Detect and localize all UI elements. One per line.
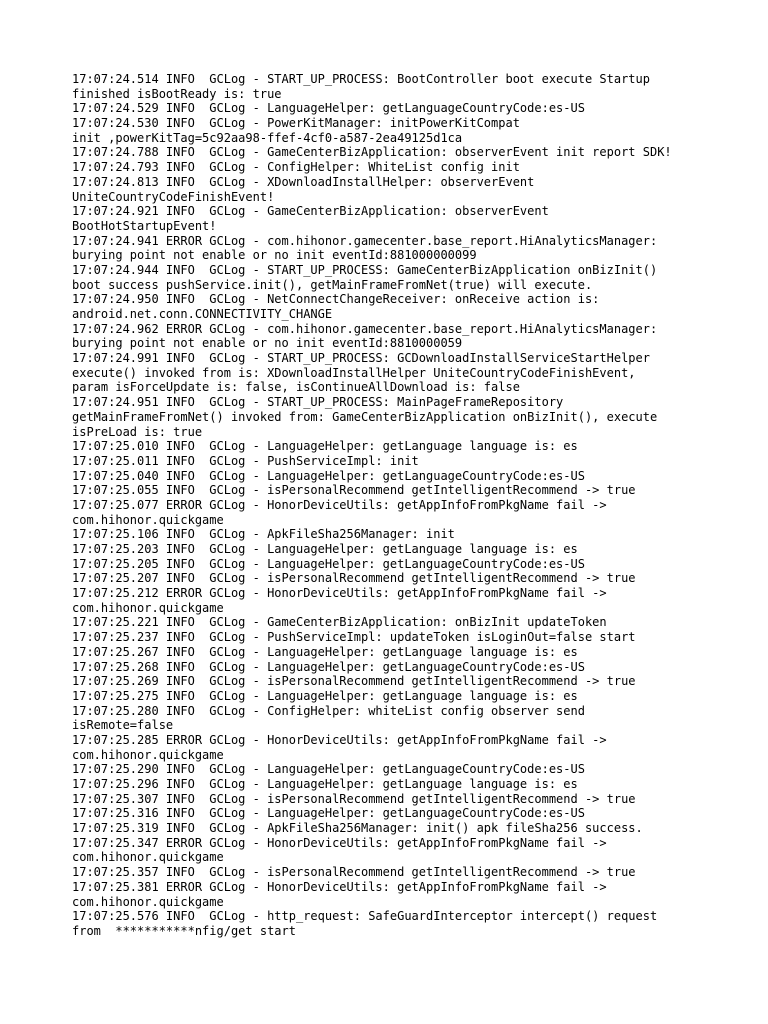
log-line: 17:07:24.529 INFO GCLog - LanguageHelper: getLanguageCountryCode:es-US [72,101,585,116]
log-line: 17:07:25.285 ERROR GCLog - HonorDeviceUtils: getAppInfoFromPkgName fail -> [72,732,607,747]
log-line: 17:07:24.921 INFO GCLog - GameCenterBizApplication: observerEvent [72,204,549,219]
log-line: getMainFrameFromNet() invoked from: GameCenterBizApplication onBizInit(), execute [72,409,658,424]
log-line: 17:07:25.290 INFO GCLog - LanguageHelper: getLanguageCountryCode:es-US [72,762,585,777]
log-line: 17:07:24.941 ERROR GCLog - com.hihonor.gamecenter.base_report.HiAnalyticsManager: [72,233,658,248]
log-line: 17:07:25.212 ERROR GCLog - HonorDeviceUtils: getAppInfoFromPkgName fail -> [72,586,607,601]
log-line: 17:07:24.962 ERROR GCLog - com.hihonor.gamecenter.base_report.HiAnalyticsManager: [72,321,658,336]
log-line: UniteCountryCodeFinishEvent! [72,189,275,204]
log-line: boot success pushService.init(), getMainFrameFromNet(true) will execute. [72,277,593,292]
log-line: com.hihonor.quickgame [72,747,224,762]
log-line: 17:07:25.040 INFO GCLog - LanguageHelper: getLanguageCountryCode:es-US [72,468,585,483]
log-line: 17:07:24.788 INFO GCLog - GameCenterBizApplication: observerEvent init report SDK! [72,145,672,160]
log-line: 17:07:25.576 INFO GCLog - http_request: SafeGuardInterceptor intercept() request [72,909,658,924]
log-line: 17:07:25.347 ERROR GCLog - HonorDeviceUtils: getAppInfoFromPkgName fail -> [72,835,607,850]
log-line: 17:07:25.307 INFO GCLog - isPersonalRecommend getIntelligentRecommend -> true [72,791,636,806]
log-line: 17:07:24.991 INFO GCLog - START_UP_PROCESS: GCDownloadInstallServiceStartHelper [72,351,650,366]
log-line: 17:07:25.077 ERROR GCLog - HonorDeviceUtils: getAppInfoFromPkgName fail -> [72,497,607,512]
log-line: 17:07:24.793 INFO GCLog - ConfigHelper: WhiteList config init [72,160,520,175]
log-text-block [72,72,712,939]
log-line: execute() invoked from is: XDownloadInstallHelper UniteCountryCodeFinishEvent, [72,365,636,380]
log-line: 17:07:24.530 INFO GCLog - PowerKitManager: initPowerKitCompat [72,116,520,131]
log-line: 17:07:24.951 INFO GCLog - START_UP_PROCESS: MainPageFrameRepository [72,395,564,410]
log-line: BootHotStartupEvent! [72,218,217,233]
log-line: 17:07:25.319 INFO GCLog - ApkFileSha256Manager: init() apk fileSha256 success. [72,821,643,836]
log-line: 17:07:25.203 INFO GCLog - LanguageHelper: getLanguage language is: es [72,542,578,556]
log-line: 17:07:25.207 INFO GCLog - isPersonalRecommend getIntelligentRecommend -> true [72,571,636,586]
log-line: 17:07:25.106 INFO GCLog - ApkFileSha256Manager: init [72,527,455,542]
log-line: isRemote=false [72,718,174,733]
log-line: com.hihonor.quickgame [72,894,224,909]
log-line: 17:07:25.011 INFO GCLog - PushServiceImpl: init [72,453,419,468]
log-line: 17:07:25.296 INFO GCLog - LanguageHelper: getLanguage language is: es [72,777,578,791]
log-line: 17:07:25.316 INFO GCLog - LanguageHelper: getLanguageCountryCode:es-US [72,806,585,821]
log-line: isPreLoad is: true [72,424,203,439]
log-line: 17:07:24.944 INFO GCLog - START_UP_PROCESS: GameCenterBizApplication onBizInit() [72,262,658,277]
log-line: 17:07:25.381 ERROR GCLog - HonorDeviceUtils: getAppInfoFromPkgName fail -> [72,879,607,894]
log-line: 17:07:24.514 INFO GCLog - START_UP_PROCESS: BootController boot execute Startup [72,72,650,86]
log-line: 17:07:25.268 INFO GCLog - LanguageHelper: getLanguageCountryCode:es-US [72,659,585,674]
log-line: com.hihonor.quickgame [72,600,224,615]
log-line: burying point not enable or no init eventId:881000000099 [72,248,477,263]
log-line: 17:07:25.275 INFO GCLog - LanguageHelper: getLanguage language is: es [72,688,578,703]
log-line: 17:07:24.813 INFO GCLog - XDownloadInstallHelper: observerEvent [72,174,535,189]
log-line: com.hihonor.quickgame [72,850,224,865]
log-line: android.net.conn.CONNECTIVITY_CHANGE [72,307,333,321]
log-line: param isForceUpdate is: false, isContinueAllDownload is: false [72,380,520,395]
log-line: 17:07:24.950 INFO GCLog - NetConnectChangeReceiver: onReceive action is: [72,292,600,307]
log-line: finished isBootReady is: true [72,86,282,101]
log-line: from ***********nfig/get start [72,923,296,938]
log-line: 17:07:25.221 INFO GCLog - GameCenterBizApplication: onBizInit updateToken [72,615,607,630]
log-line: init ,powerKitTag=5c92aa98-ffef-4cf0-a587-2ea49125d1ca [72,130,463,145]
log-line: 17:07:25.357 INFO GCLog - isPersonalRecommend getIntelligentRecommend -> true [72,865,636,880]
log-line: 17:07:25.055 INFO GCLog - isPersonalRecommend getIntelligentRecommend -> true [72,483,636,498]
log-line: burying point not enable or no init eventId:8810000059 [72,336,463,351]
log-line: 17:07:25.269 INFO GCLog - isPersonalRecommend getIntelligentRecommend -> true [72,674,636,689]
log-line: com.hihonor.quickgame [72,512,224,527]
log-line: 17:07:25.280 INFO GCLog - ConfigHelper: whiteList config observer send [72,703,585,718]
log-line: 17:07:25.205 INFO GCLog - LanguageHelper: getLanguageCountryCode:es-US [72,556,585,571]
log-line: 17:07:25.237 INFO GCLog - PushServiceImpl: updateToken isLoginOut=false start [72,630,636,645]
log-line: 17:07:25.010 INFO GCLog - LanguageHelper: getLanguage language is: es [72,439,578,454]
log-line: 17:07:25.267 INFO GCLog - LanguageHelper: getLanguage language is: es [72,644,578,659]
